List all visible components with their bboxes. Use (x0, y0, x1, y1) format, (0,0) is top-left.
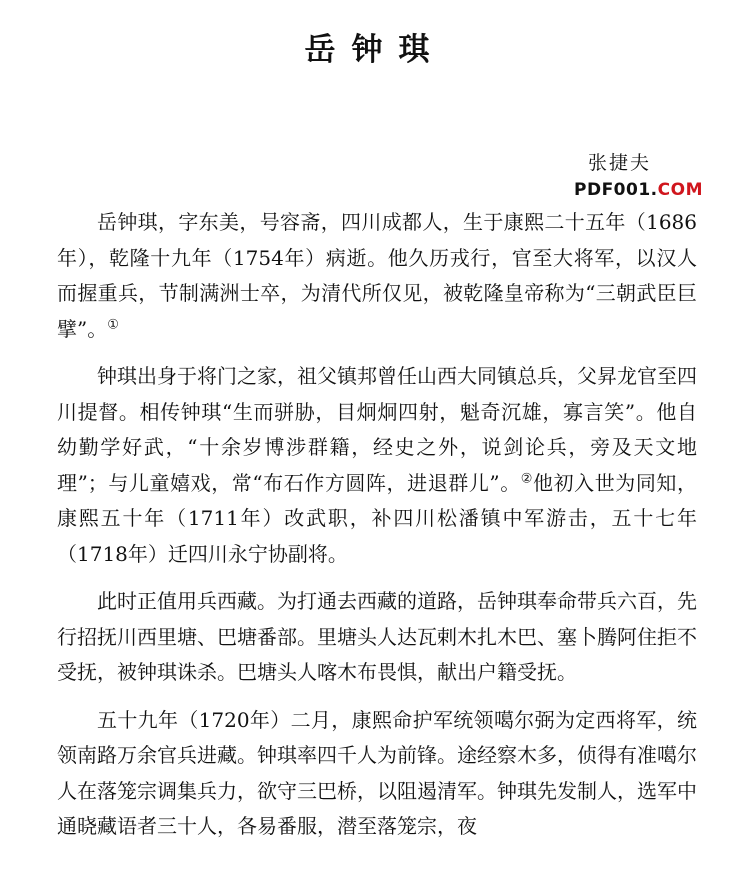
paragraph (57, 359, 697, 572)
author-name: 张捷夫 (588, 152, 652, 174)
page-title: 岳钟琪 (304, 32, 446, 68)
paragraph-text: 此时正值用兵西藏。为打通去西藏的道路，岳钟琪奉命带兵六百，先行招抚川西里塘、巴塘番部。里塘头人达瓦剌木扎木巴、塞卜腾阿住拒不受抚，被钟琪诛杀。巴塘头人喀木布畏惧，献出户籍受抚。 (57, 589, 697, 684)
paragraph-text: 岳钟琪，字东美，号容斋，四川成都人，生于康熙二十五年（1686年），乾隆十九年（1754年）病逝。他久历戎行，官至大将军，以汉人而握重兵，节制满洲士卒，为清代所仅见，被乾隆皇帝称为“三朝武臣巨擘”。 (57, 210, 697, 341)
paragraph (57, 205, 697, 347)
paragraph-text: 五十九年（1720年）二月，康熙命护军统领噶尔弼为定西将军，统领南路万余官兵进藏。钟琪率四千人为前锋。途经察木多，侦得有准噶尔人在落笼宗调集兵力，欲守三巴桥，以阻遏清军。钟琪先发制人，选军中通晓藏语者三十人，各易番服，潜至落笼宗，夜 (57, 707, 697, 838)
paragraph (57, 584, 697, 691)
footnote-marker: ① (107, 316, 119, 332)
body-text (57, 205, 697, 857)
footnote-marker: ② (520, 470, 534, 486)
paragraph (57, 703, 697, 845)
paragraph-text: 钟琪出身于将门之家，祖父镇邦曾任山西大同镇总兵，父昇龙官至四川提督。相传钟琪“生而骈胁，目炯炯四射，魁奇沉雄，寡言笑”。他自幼勤学好武，“十余岁博涉群籍，经史之外，说剑论兵，旁及天文地理”；与儿童嬉戏，常“布石作方圆阵，进退群儿”。 (57, 364, 697, 495)
watermark-main: PDF001. (574, 180, 658, 200)
watermark-suffix: COM (657, 180, 703, 200)
paragraph-text: 他初入世为同知，康熙五十年（1711年）改武职，补四川松潘镇中军游击，五十七年（1718年）迁四川永宁协副将。 (57, 470, 698, 566)
watermark (574, 178, 703, 202)
